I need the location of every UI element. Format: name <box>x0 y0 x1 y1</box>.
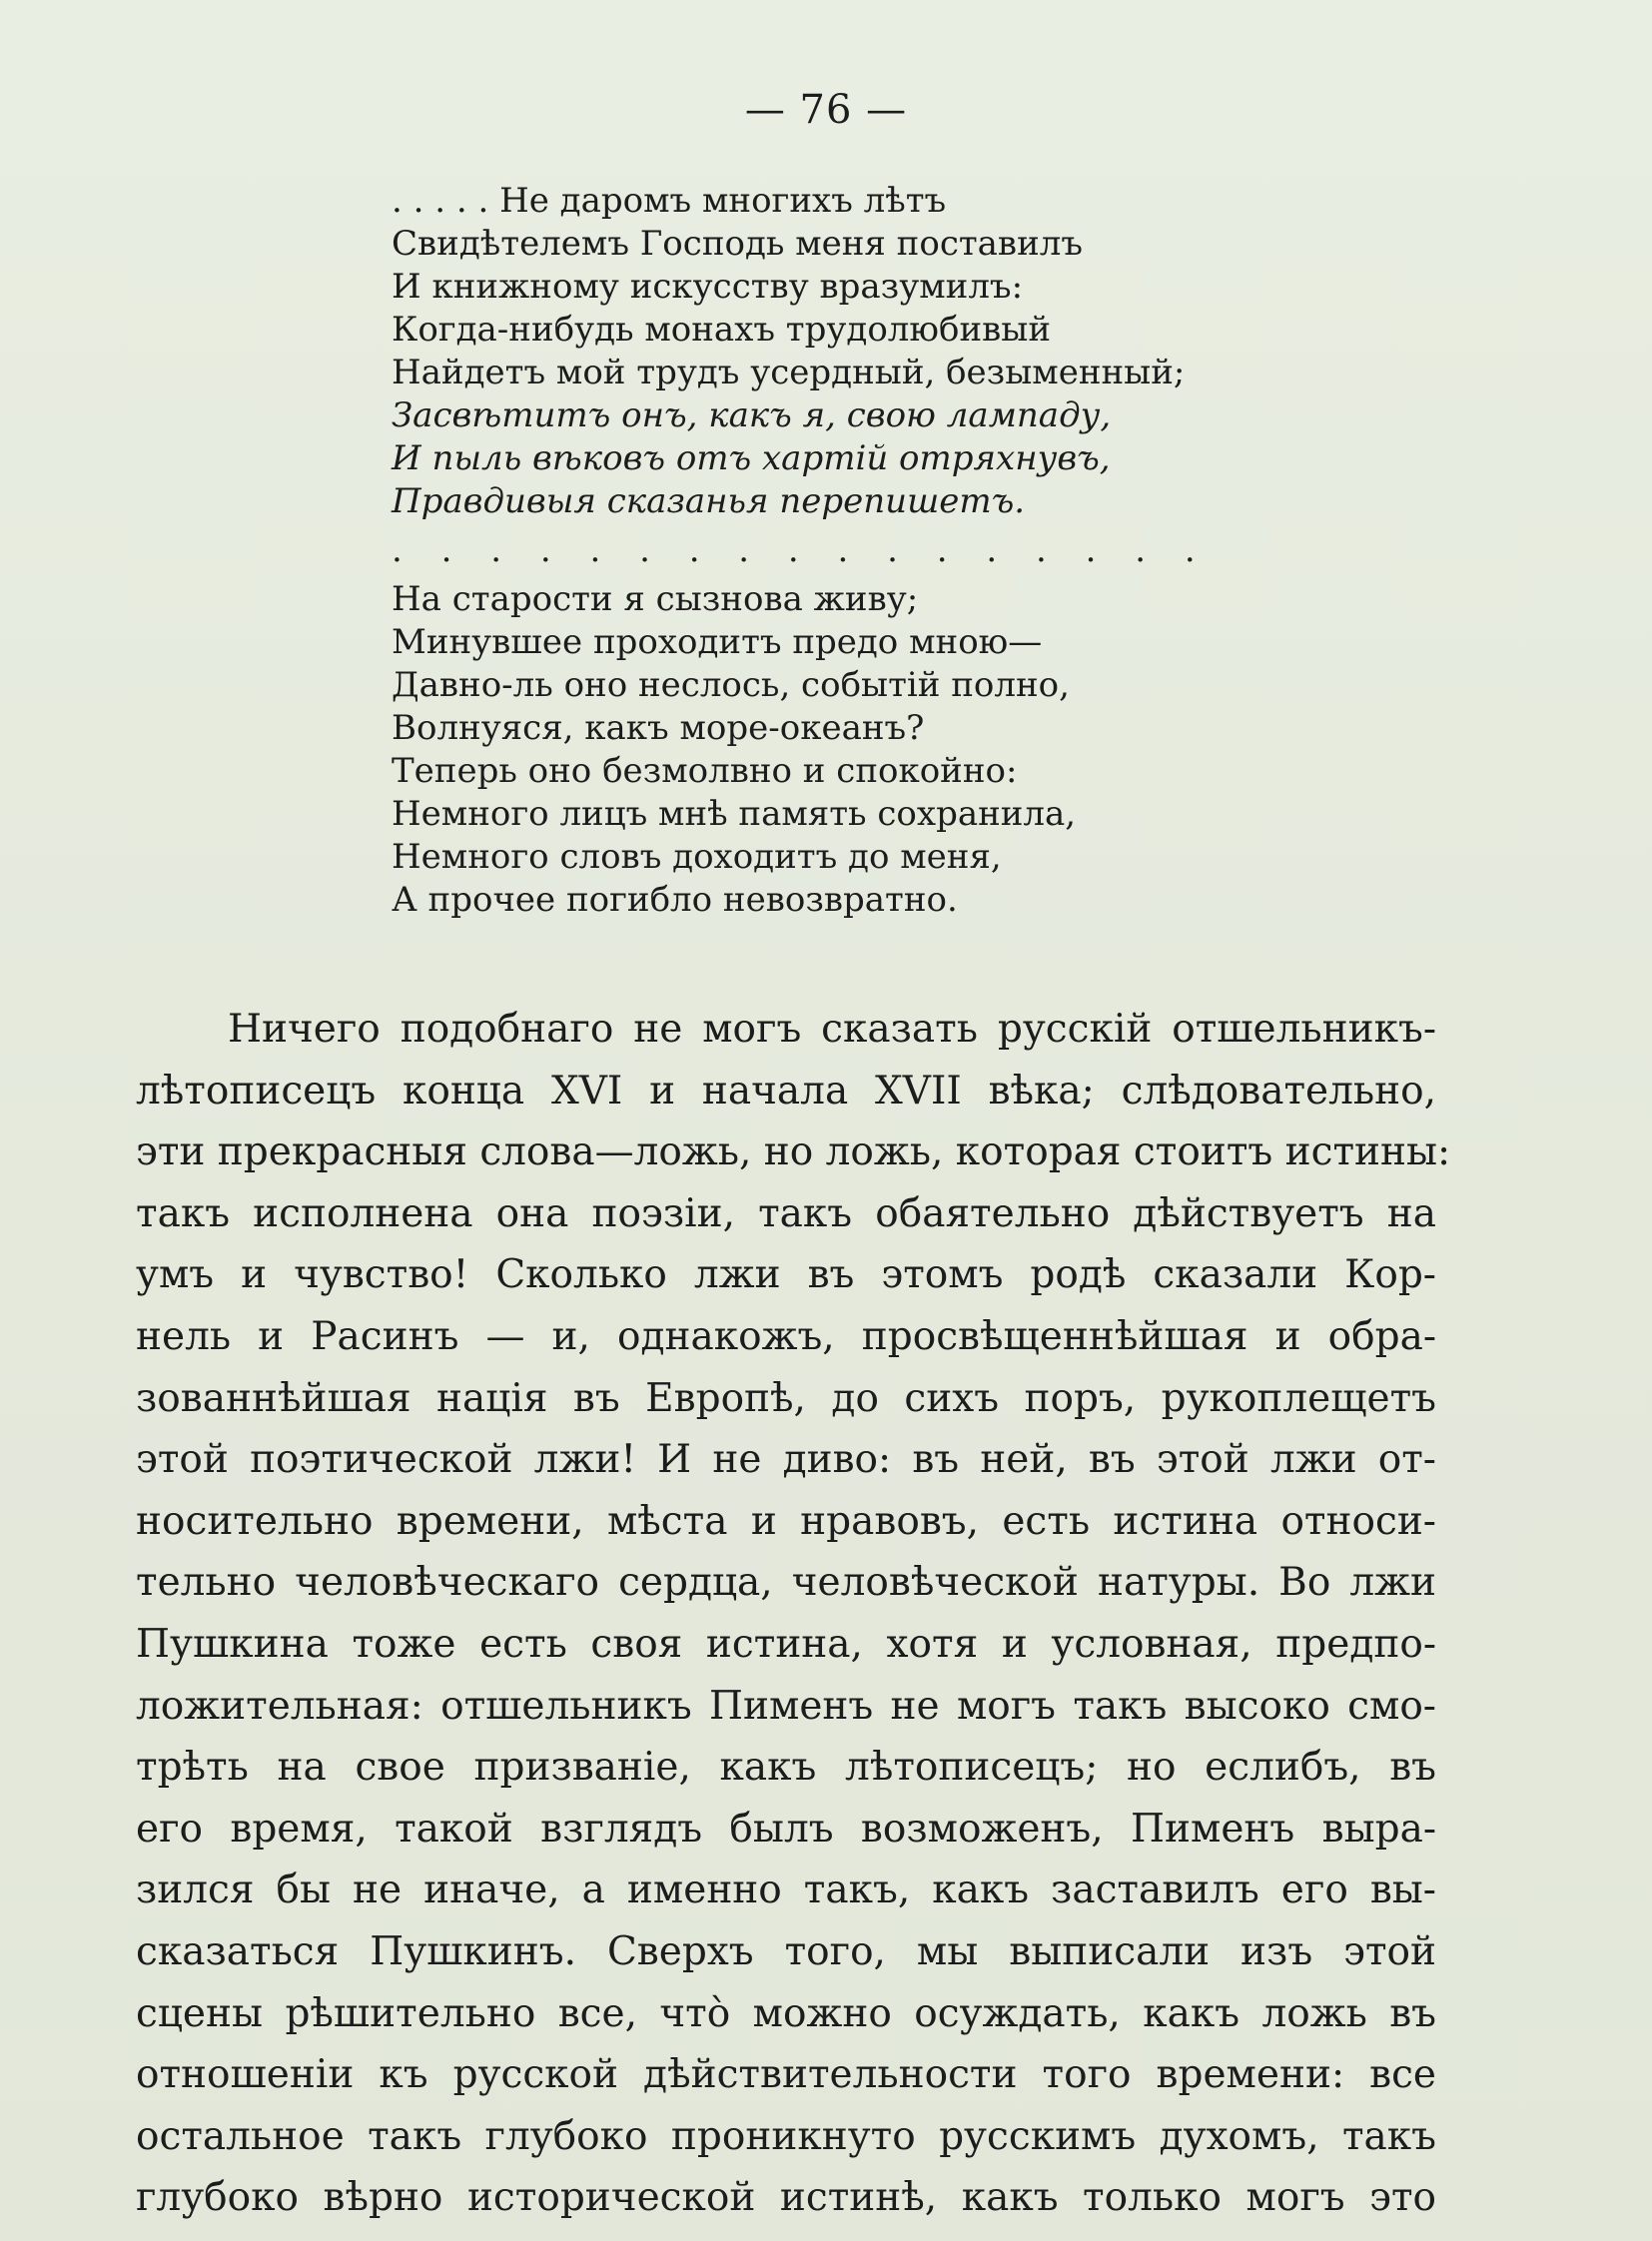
verse-line: Свидѣтелемъ Господь меня поставилъ <box>392 224 1083 264</box>
verse-line: И книжному искусству вразумилъ: <box>392 267 1024 307</box>
verse-line: Немного словъ доходитъ до меня, <box>392 837 1002 877</box>
verse-line: Теперь оно безмолвно и спокойно: <box>392 751 1018 791</box>
prose-line: сказаться Пушкинъ. Сверхъ того, мы выписали изъ этой <box>136 1928 1436 1974</box>
prose-line: умъ и чувство! Сколько лжи въ этомъ родѣ сказали Кор- <box>136 1252 1436 1298</box>
verse-line: На старости я сызнова живу; <box>392 579 919 619</box>
verse-line: А прочее погибло невозвратно. <box>392 880 958 920</box>
prose-line: трѣть на свое призваніе, какъ лѣтописецъ; но еслибъ, въ <box>136 1745 1436 1791</box>
prose-line: глубоко вѣрно исторической истинѣ, какъ только могъ это <box>136 2175 1436 2221</box>
verse-quotation <box>392 180 1270 922</box>
verse-line: Немного лицъ мнѣ память сохранила, <box>392 794 1077 834</box>
verse-line-italic: Правдивыя сказанья перепишетъ. <box>392 481 1026 521</box>
prose-line: ложительная: отшельникъ Пименъ не могъ такъ высоко смо- <box>136 1683 1436 1729</box>
prose-line: тельно человѣческаго сердца, человѣческой натуры. Во лжи <box>136 1560 1436 1606</box>
prose-line: сцены рѣшительно все, что̀ можно осуждать, какъ ложь въ <box>136 1990 1436 2036</box>
verse-line: Когда-нибудь монахъ трудолюбивый <box>392 310 1051 350</box>
prose-line: отношеніи къ русской дѣйствительности того времени: все <box>136 2052 1436 2098</box>
verse-line: Волнуяся, какъ море-океанъ? <box>392 708 925 748</box>
verse-line: Минувшее проходитъ предо мною— <box>392 622 1043 662</box>
prose-paragraph <box>136 999 1451 2229</box>
prose-line: остальное такъ глубоко проникнуто русскимъ духомъ, такъ <box>136 2113 1436 2159</box>
verse-line: . . . . . Не даромъ многихъ лѣтъ <box>392 181 947 221</box>
prose-line: зованнѣйшая нація въ Европѣ, до сихъ поръ, рукоплещетъ <box>136 1375 1436 1421</box>
prose-line: этой поэтической лжи! И не диво: въ ней, въ этой лжи от- <box>136 1437 1436 1483</box>
prose-line: его время, такой взглядъ былъ возможенъ, Пименъ выра- <box>136 1806 1436 1852</box>
prose-line: нель и Расинъ — и, однакожъ, просвѣщеннѣйшая и обра- <box>136 1313 1436 1359</box>
prose-line: зился бы не иначе, а именно такъ, какъ заставилъ его вы- <box>136 1868 1436 1913</box>
verse-line-italic: И пыль вѣковъ отъ хартій отряхнувъ, <box>392 438 1111 478</box>
prose-line: такъ исполнена она поэзіи, такъ обаятельно дѣйствуетъ на <box>136 1190 1436 1236</box>
page-number: — 76 — <box>744 87 908 133</box>
verse-line: Давно-ль оно неслось, событій полно, <box>392 665 1070 705</box>
prose-line: эти прекрасныя слова—ложь, но ложь, которая стоитъ истины: <box>136 1129 1451 1175</box>
verse-line: Найдетъ мой трудъ усердный, безыменный; <box>392 353 1186 392</box>
prose-line: Ничего подобнаго не могъ сказать русскій отшельникъ- <box>228 1007 1436 1052</box>
prose-line: лѣтописецъ конца XVI и начала XVII вѣка; слѣдовательно, <box>136 1068 1436 1114</box>
verse-line-italic: Засвѣтитъ онъ, какъ я, свою лампаду, <box>392 395 1112 435</box>
prose-line: носительно времени, мѣста и нравовъ, есть истина относи- <box>136 1498 1436 1544</box>
verse-omission-separator: . . . . . . . . . . . . . . . . . <box>392 530 1210 570</box>
prose-line: Пушкина тоже есть своя истина, хотя и условная, предпо- <box>136 1621 1436 1667</box>
